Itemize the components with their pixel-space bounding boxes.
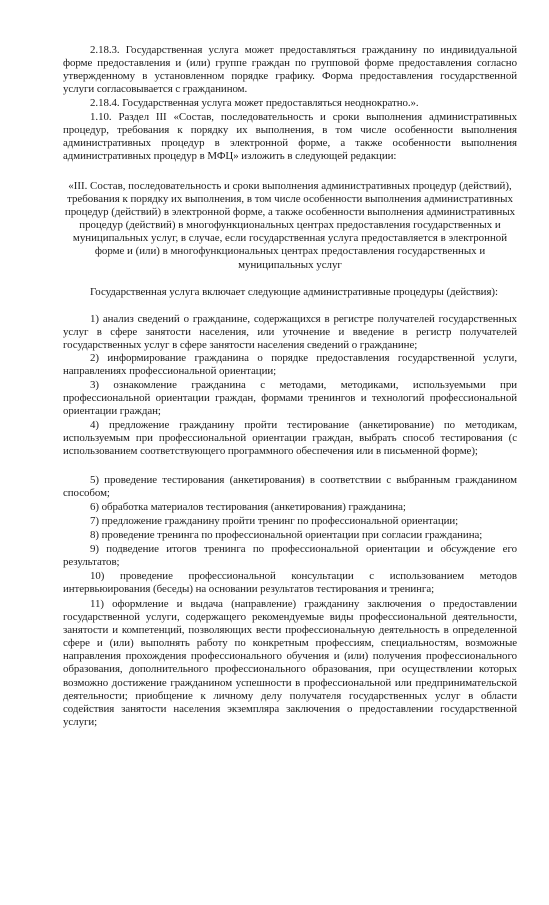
paragraph-2-18-4: 2.18.4. Государственная услуга может предоставляться неоднократно.». [90,97,419,109]
list-item-1: 1) анализ сведений о гражданине, содержащихся в регистре получателей государственных услуг в сфере занятости населения, или уточнение и введение в регистр получателей государственных услуг в сфере занятости населения сведений о гражданине; [63,313,517,352]
paragraph-1-10: 1.10. Раздел III «Состав, последовательность и сроки выполнения административных процедур, требования к порядку их выполнения, в том числе особенности выполнения административных процедур в электронной форме, а также особенности выполнения административных процедур в МФЦ» изложить в следующей редакции: [63,111,517,163]
list-item-8: 8) проведение тренинга по профессиональной ориентации при согласии гражданина; [90,529,483,541]
section-heading: «III. Состав, последовательность и сроки выполнения административных процедур (действий), требования к порядку их выполнения, в том числе особенности выполнения административных процедур (действий) в электронной форме, а также особенности выполнения административных процедур (действий) в многофункциональных центрах предоставления государственных и муниципальных услуг, в случае, если государственная услуга предоставляется в электронной форме и (или) в многофункциональных центрах предоставления государственных и муниципальных услуг [64,180,516,271]
list-item-3: 3) ознакомление гражданина с методами, методиками, используемыми при профессиональной ориентации граждан, формами тренингов и технологий профессиональной ориентации граждан; [63,379,517,418]
list-item-6: 6) обработка материалов тестирования (анкетирования) гражданина; [90,501,406,513]
procedures-intro: Государственная услуга включает следующие административные процедуры (действия): [90,286,498,298]
list-item-5: 5) проведение тестирования (анкетирования) в соответствии с выбранным гражданином способом; [63,474,517,500]
list-item-7: 7) предложение гражданину пройти тренинг по профессиональной ориентации; [90,515,459,527]
list-item-2: 2) информирование гражданина о порядке предоставления государственной услуги, направлениях профессиональной ориентации; [63,352,517,378]
list-item-4: 4) предложение гражданину пройти тестирование (анкетирование) по методикам, используемым при профессиональной ориентации граждан, выбрать способ тестирования (с использованием соответствующего программного обеспечения или в письменной форме); [63,419,517,458]
list-item-10: 10) проведение профессиональной консультации с использованием методов интервьюирования (беседы) на основании результатов тестирования и тренинга; [63,570,517,596]
list-item-9: 9) подведение итогов тренинга по профессиональной ориентации и обсуждение его результатов; [63,543,517,569]
list-item-11: 11) оформление и выдача (направление) гражданину заключения о предоставлении государственной услуги, содержащего рекомендуемые виды профессиональной деятельности, занятости и компетенций, позволяющих вести профессиональную деятельность в определенной сфере и (или) выполнять работу по конкретным профессиям, специальностям, возможные направления прохождения профессионального обучения и (или) получения профессионального образования, дополнительного профессионального образования, при осуществлении которых возможно достижение гражданином успешности в профессиональной или предпринимательской деятельности; приобщение к личному делу получателя государственных услуг в области содействия занятости населения экземпляра заключения о предоставлении государственной услуги; [63,598,517,728]
paragraph-2-18-3: 2.18.3. Государственная услуга может предоставляться гражданину по индивидуальной форме предоставления и (или) группе граждан по групповой форме предоставления согласно утвержденному в установленном порядке графику. Форма предоставления государственной услуги согласовывается с гражданином. [63,44,517,96]
